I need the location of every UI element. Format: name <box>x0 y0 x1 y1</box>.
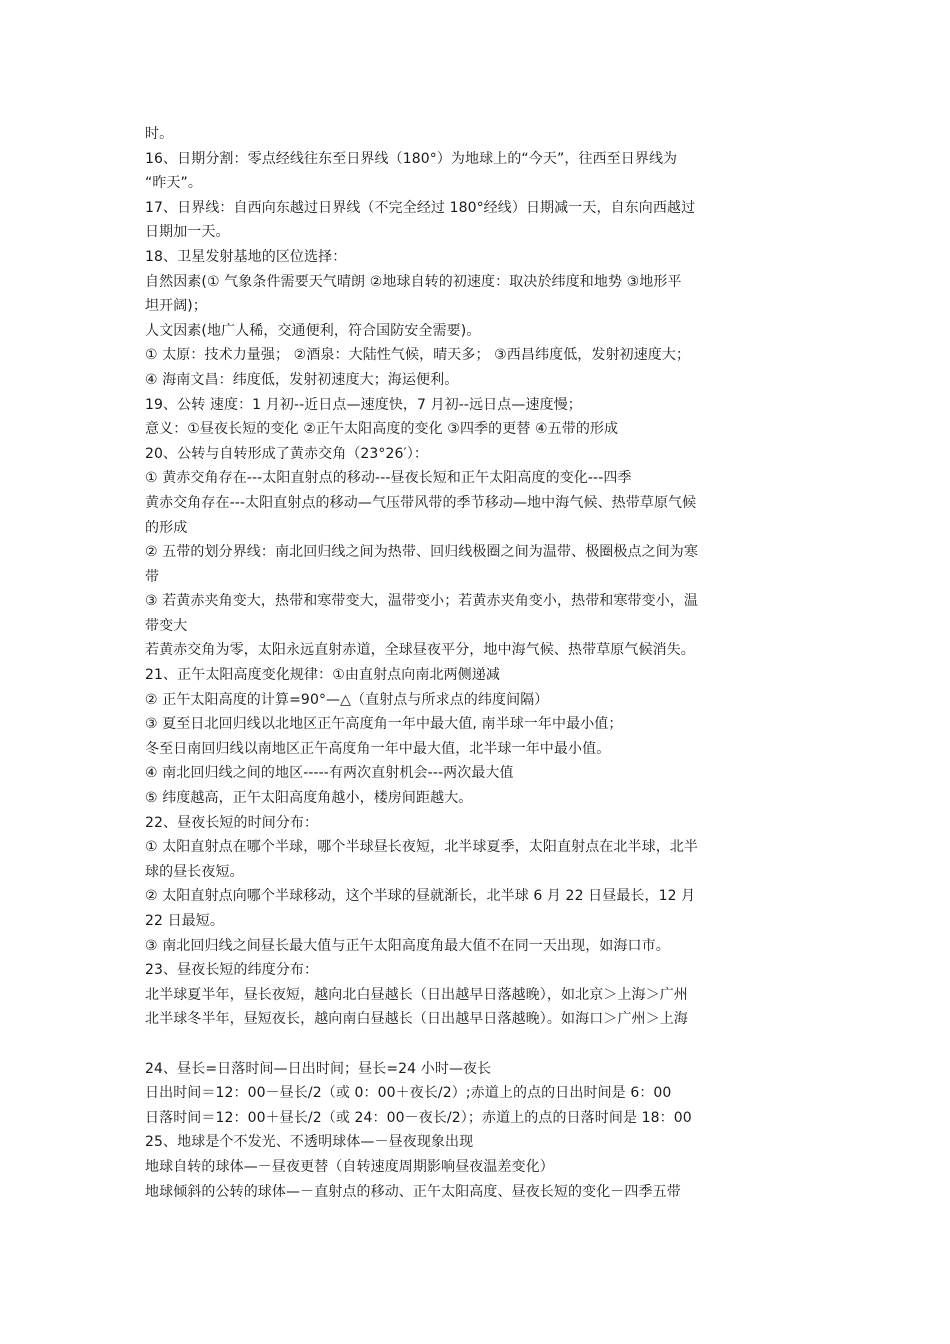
blank-line <box>145 1032 825 1057</box>
text-line: 21、正午太阳高度变化规律：①由直射点向南北两侧递减 <box>145 667 500 684</box>
text-line: 黄赤交角存在---太阳直射点的移动—气压带风带的季节移动—地中海气候、热带草原气候 <box>145 494 697 511</box>
text-line: 带变大 <box>145 617 188 634</box>
text-line: 地球倾斜的公转的球体—－直射点的移动、正午太阳高度、昼夜长短的变化－四季五带 <box>145 1183 681 1200</box>
text-line: 日落时间＝12：00＋昼长/2（或 24：00－夜长/2）；赤道上的点的日落时间是 18：00 <box>145 1109 692 1126</box>
text-line: 22 日最短。 <box>145 913 224 929</box>
text-line: ③ 夏至日北回归线以北地区正午高度角一年中最大值, 南半球一年中最小值； <box>145 716 623 733</box>
text-line: ① 太原：技术力量强； ②酒泉：大陆性气候，晴天多； ③西昌纬度低，发射初速度大； <box>145 347 691 364</box>
text-line: “昨天”。 <box>145 175 203 192</box>
text-line: 19、公转 速度：1 月初--近日点—速度快，7 月初--远日点—速度慢； <box>145 396 582 413</box>
text-line: 20、公转与自转形成了黄赤交角（23°26′）： <box>145 445 429 462</box>
text-line: ③ 若黄赤夹角变大，热带和寒带变大，温带变小；若黄赤夹角变小，热带和寒带变小，温 <box>145 593 698 610</box>
text-line: 25、地球是个不发光、不透明球体—－昼夜现象出现 <box>145 1134 474 1151</box>
text-line: ① 黄赤交角存在---太阳直射点的移动---昼夜长短和正午太阳高度的变化---四季 <box>145 470 632 487</box>
text-line: ② 五带的划分界线：南北回归线之间为热带、回归线极圈之间为温带、极圈极点之间为寒 <box>145 544 698 561</box>
text-line: ① 太阳直射点在哪个半球，哪个半球昼长夜短，北半球夏季，太阳直射点在北半球，北半 <box>145 839 698 856</box>
text-line: ⑤ 纬度越高，正午太阳高度角越小，楼房间距越大。 <box>145 790 473 807</box>
text-line: ④ 南北回归线之间的地区-----有两次直射机会---两次最大值 <box>145 765 514 782</box>
document-page <box>145 122 825 1204</box>
text-line: 人文因素(地广人稀，交通便利，符合国防安全需要)。 <box>145 322 481 339</box>
text-line: ③ 南北回归线之间昼长最大值与正午太阳高度角最大值不在同一天出现，如海口市。 <box>145 937 670 954</box>
text-line: 时。 <box>145 126 174 142</box>
text-line: 自然因素(① 气象条件需要天气晴朗 ②地球自转的初速度：取决於纬度和地势 ③地形平 <box>145 273 682 290</box>
text-line: 16、日期分割：零点经线往东至日界线（180°）为地球上的“今天”，往西至日界线为 <box>145 150 678 167</box>
text-line: 坦开阔)； <box>145 298 207 315</box>
text-line: 冬至日南回归线以南地区正午高度角一年中最大值，北半球一年中最小值。 <box>145 740 611 757</box>
text-line: ② 正午太阳高度的计算=90°—△（直射点与所求点的纬度间隔） <box>145 691 549 708</box>
text-line: 17、日界线：自西向东越过日界线（不完全经过 180°经线）日期减一天，自东向西越过 <box>145 199 696 216</box>
text-line: 北半球夏半年，昼长夜短，越向北白昼越长（日出越早日落越晚），如北京＞上海＞广州 <box>145 986 688 1003</box>
text-line: 地球自转的球体—－昼夜更替（自转速度周期影响昼夜温差变化） <box>145 1158 554 1175</box>
text-line: 日出时间＝12：00－昼长/2（或 0：00＋夜长/2）;赤道上的点的日出时间是 6：00 <box>145 1085 672 1102</box>
text-line: ④ 海南文昌：纬度低，发射初速度大；海运便利。 <box>145 371 459 388</box>
text-line: 24、昼长=日落时间—日出时间；昼长=24 小时—夜长 <box>145 1060 492 1077</box>
text-line: 带 <box>145 568 160 585</box>
text-line: 北半球冬半年，昼短夜长，越向南白昼越长（日出越早日落越晚）。如海口＞广州＞上海 <box>145 1011 688 1028</box>
text-line: 的形成 <box>145 519 188 536</box>
text-line: 若黄赤交角为零，太阳永远直射赤道，全球昼夜平分，地中海气候、热带草原气候消失。 <box>145 642 695 659</box>
text-line: ② 太阳直射点向哪个半球移动，这个半球的昼就渐长，北半球 6 月 22 日昼最长，12 月 <box>145 888 696 905</box>
text-line: 23、昼夜长短的纬度分布： <box>145 962 319 979</box>
text-line: 球的昼长夜短。 <box>145 863 244 880</box>
text-line: 意义：①昼夜长短的变化 ②正午太阳高度的变化 ③四季的更替 ④五带的形成 <box>145 421 619 438</box>
text-line: 日期加一天。 <box>145 224 230 241</box>
text-line: 22、昼夜长短的时间分布： <box>145 814 319 831</box>
text-line: 18、卫星发射基地的区位选择： <box>145 248 347 265</box>
